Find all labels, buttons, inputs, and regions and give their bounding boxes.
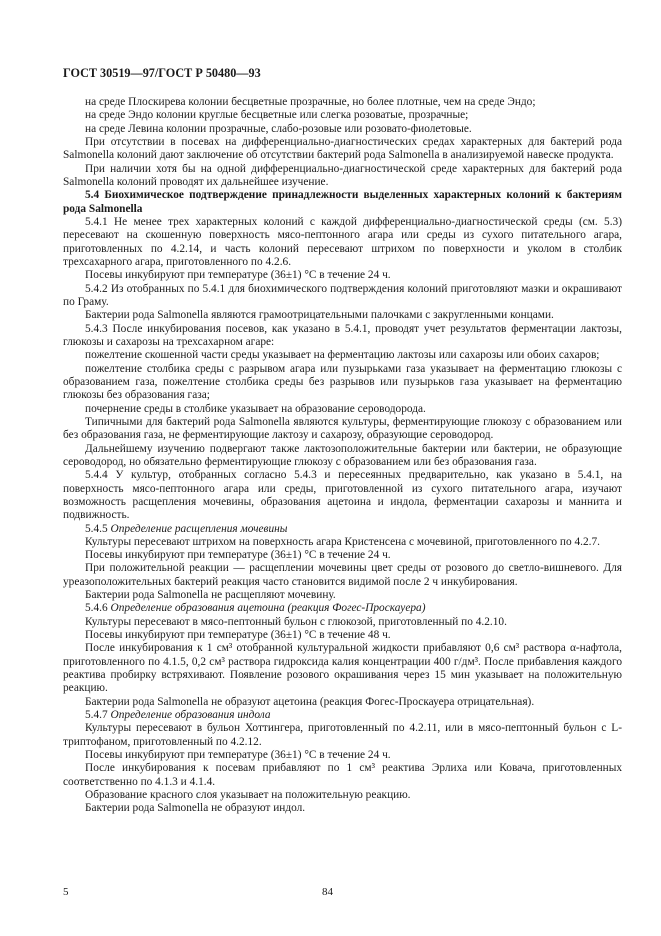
- paragraph: на среде Плоскирева колонии бесцветные прозрачные, но более плотные, чем на среде Эндо;: [85, 96, 536, 108]
- paragraph: Посевы инкубируют при температуре (36±1) °С в течение 24 ч.: [85, 749, 391, 762]
- page-number: 84: [322, 886, 333, 898]
- subsection-title: Определение расщепления мочевины: [110, 522, 288, 535]
- paragraph: Посевы инкубируют при температуре (36±1) °С в течение 24 ч.: [85, 269, 391, 282]
- subsection-number: 5.4.5: [85, 522, 108, 535]
- paragraph: Образование красного слоя указывает на положительную реакцию.: [85, 789, 411, 802]
- paragraph: на среде Левина колонии прозрачные, слабо-розовые или розовато-фиолетовые.: [85, 122, 472, 135]
- paragraph: 5.4.1 Не менее трех характерных колоний с каждой дифференциально-диагностической среды (см. 5.3) пересевают на скошенную поверхность мясо-пептонного агара или среды из сухого питательного агара, приготовленных по 4.2.14, и часть колоний пересевают штрихом по поверхности и уколом в столбик трехсахарного агара, приготовленного по 4.2.6.: [63, 215, 622, 268]
- paragraph: При отсутствии в посевах на дифференциально-диагностических средах характерных для бактерий рода Salmonella колоний дают заключение об отсутствии бактерий рода Salmonella в анализируемой навеске продукта.: [63, 135, 622, 162]
- paragraph: При наличии хотя бы на одной дифференциально-диагностической среде характерных для бактерий рода Salmonella колоний проводят их дальнейшее изучение.: [63, 162, 622, 188]
- paragraph: После инкубирования к посевам прибавляют по 1 см³ реактива Эрлиха или Ковача, приготовленных соответственно по 4.1.3 и 4.1.4.: [63, 762, 622, 788]
- paragraph: После инкубирования к 1 см³ отобранной культуральной жидкости прибавляют 0,6 см³ раствора α-нафтола, приготовленного по 4.1.5, 0,2 см³ раствора гидроксида калия концентрации 400 г/дм³. После прибавления каждого реактива пробирку встряхивают. Появление розового окрашивания через 15 мин указывает на положительную реакцию.: [63, 642, 622, 695]
- paragraph: Культуры пересевают в бульон Хоттингера, приготовленный по 4.2.11, или в мясо-пептонный бульон с L-триптофаном, приготовленный по 4.2.12.: [63, 722, 622, 748]
- subsection-title: Определение образования индола: [110, 709, 271, 722]
- subsection-number: 5.4.7: [85, 709, 108, 722]
- paragraph: Бактерии рода Salmonella не образуют ацетоина (реакция Фогес-Проскауера отрицательная).: [85, 695, 535, 708]
- paragraph: При положительной реакции — расщеплении мочевины цвет среды от розового до светло-вишневого. Для уреазоположительных бактерий реакция часто становится видимой после 2 ч инкубирования.: [63, 562, 622, 588]
- paragraph: Посевы инкубируют при температуре (36±1) °С в течение 48 ч.: [85, 629, 391, 642]
- paragraph: Типичными для бактерий рода Salmonella являются культуры, ферментирующие глюкозу с образованием или без образования газа, не ферментирующие лактозу и сахарозу, образующие сероводород.: [63, 415, 622, 442]
- paragraph: Бактерии рода Salmonella не образуют индол.: [85, 802, 306, 815]
- paragraph: 5.4.4 У культур, отобранных согласно 5.4.3 и пересеянных предварительно, как указано в 5.4.1, на поверхность мясо-пептонного агара или среды, приготовленной из сухого питательного агара, изучают возможность расщепления мочевины, образования ацетоина и индола, ферментации сахарозы и маннита и подвижность.: [63, 469, 622, 522]
- subsection-heading: [63, 709, 622, 722]
- paragraph: на среде Эндо колонии круглые бесцветные или слегка розоватые, прозрачные;: [85, 109, 469, 122]
- paragraph: Бактерии рода Salmonella не расщепляют мочевину.: [85, 589, 336, 602]
- paragraph: пожелтение столбика среды с разрывом агара или пузырьками газа указывает на ферментацию глюкозы с образованием газа, пожелтение столбика среды без разрывов или пузырьков газа указывает на ферментацию глюкозы без образования газа;: [63, 362, 622, 402]
- subsection-title: Определение образования ацетоина (реакция Фогес-Проскауера): [110, 602, 426, 615]
- paragraph: 5.4.3 После инкубирования посевов, как указано в 5.4.1, проводят учет результатов ферментации лактозы, глюкозы и сахарозы на трехсахарном агаре:: [63, 322, 622, 348]
- paragraph: Посевы инкубируют при температуре (36±1) °С в течение 24 ч.: [85, 549, 391, 562]
- document-body: [63, 96, 622, 816]
- paragraph: Культуры пересевают в мясо-пептонный бульон с глюкозой, приготовленный по 4.2.10.: [85, 615, 507, 628]
- subsection-heading: [63, 523, 622, 536]
- subsection-heading: [63, 602, 622, 615]
- paragraph: пожелтение скошенной части среды указывает на ферментацию лактозы или сахарозы или обоих сахаров;: [85, 349, 600, 362]
- footer-left-number: 5: [63, 886, 69, 898]
- subsection-number: 5.4.6: [85, 602, 108, 615]
- paragraph: Культуры пересевают штрихом на поверхность агара Кристенсена с мочевиной, приготовленного по 4.2.7.: [85, 535, 601, 548]
- paragraph: 5.4.2 Из отобранных по 5.4.1 для биохимического подтверждения колоний приготовляют мазки и окрашивают по Граму.: [63, 282, 622, 308]
- paragraph: Дальнейшему изучению подвергают также лактозоположительные бактерии или бактерии, не образующие сероводород, но обязательно ферментирующие глюкозу с образованием или без образования газа.: [63, 442, 622, 468]
- paragraph: Бактерии рода Salmonella являются грамоотрицательными палочками с закругленными концами.: [85, 309, 554, 322]
- paragraph: почернение среды в столбике указывает на образование сероводорода.: [85, 402, 426, 415]
- document-header: ГОСТ 30519—97/ГОСТ Р 50480—93: [63, 66, 261, 80]
- section-heading: 5.4 Биохимическое подтверждение принадлежности выделенных характерных колоний к бактериям рода Salmonella: [63, 189, 622, 215]
